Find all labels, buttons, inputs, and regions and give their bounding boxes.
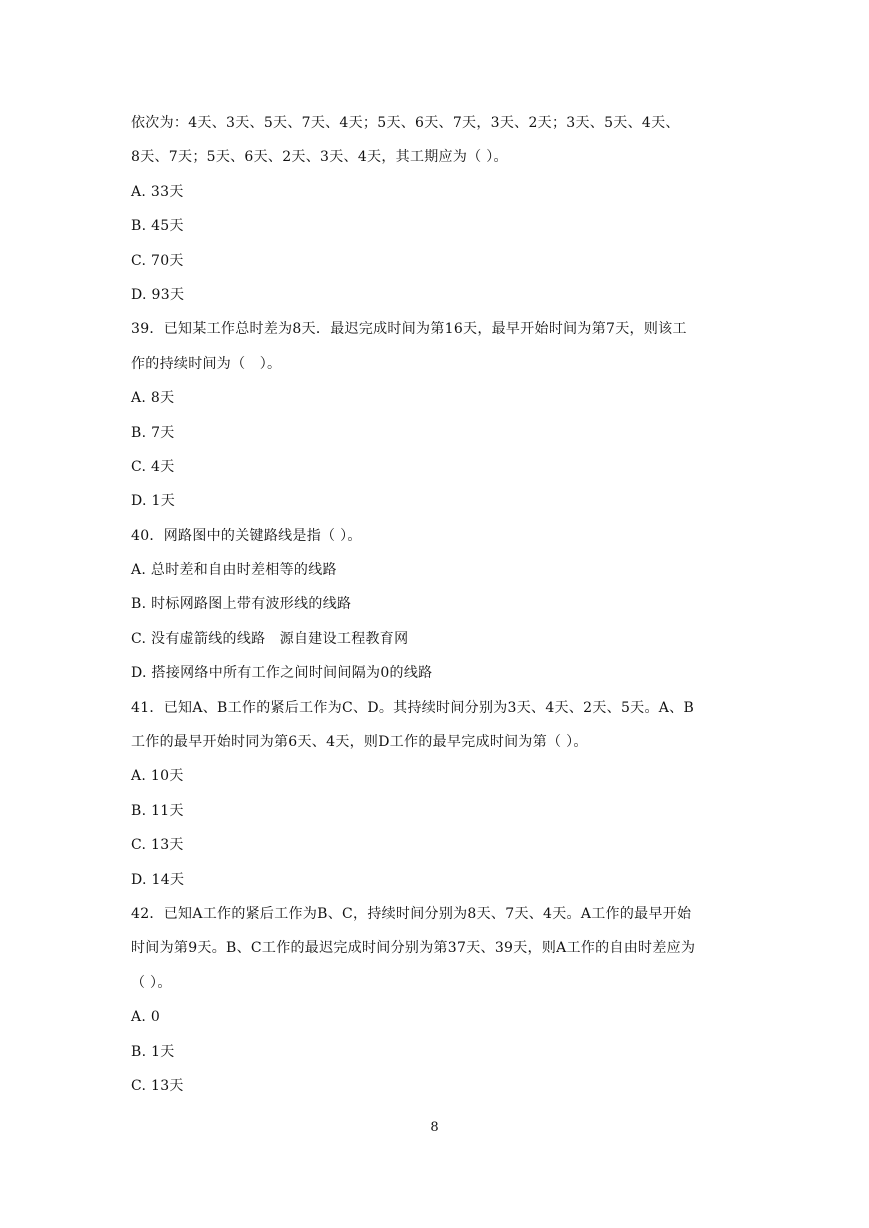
question-line: 工作的最早开始时同为第6天、4天，则D工作的最早完成时间为第（ ）。 [131,734,588,751]
option-line: D. 1天 [131,493,176,510]
option-line: B. 1天 [131,1043,175,1060]
question-text-block [131,106,741,1103]
option-line: C. 70天 [131,252,184,269]
question-line: 41．已知A、B工作的紧后工作为C、D。其持续时间分别为3天、4天、2天、5天。A、B [131,699,695,716]
question-line: 时间为第9天。B、C工作的最迟完成时间分别为第37天、39天，则A工作的自由时差应为 [131,940,696,957]
option-line: D. 93天 [131,286,185,303]
option-line: A. 33天 [131,183,184,200]
page-number: 8 [430,1120,439,1135]
option-line: A. 0 [131,1009,161,1026]
text-line: 依次为：4天、3天、5天、7天、4天；5天、6天、7天，3天、2天；3天、5天、4天、 [131,115,680,131]
option-line: A. 8天 [131,390,175,407]
option-line: C. 没有虚箭线的线路 源自建设工程教育网 [131,630,409,647]
option-line: D. 搭接网络中所有工作之间时间间隔为0的线路 [131,665,433,682]
option-line: A. 总时差和自由时差相等的线路 [131,562,337,579]
option-line: B. 11天 [131,802,184,819]
question-line: 作的持续时间为（ ）。 [131,355,282,372]
question-line: 40．网路图中的关键路线是指（ ）。 [131,527,362,544]
option-line: A. 10天 [131,768,184,785]
option-line: B. 时标网路图上带有波形线的线路 [131,596,352,613]
question-line: （ ）。 [131,974,172,991]
option-line: B. 45天 [131,218,184,235]
option-line: D. 14天 [131,871,185,888]
option-line: C. 13天 [131,1077,184,1094]
question-line: 39．已知某工作总时差为8天．最迟完成时间为第16天，最早开始时间为第7天，则该工 [131,321,687,338]
option-line: C. 13天 [131,837,184,854]
question-line: 42．已知A工作的紧后工作为B、C，持续时间分别为8天、7天、4天。A工作的最早开始 [131,905,692,922]
option-line: C. 4天 [131,458,175,475]
option-line: B. 7天 [131,424,175,441]
text-line: 8天、7天；5天、6天、2天、3天、4天，其工期应为（ ）。 [131,149,508,166]
